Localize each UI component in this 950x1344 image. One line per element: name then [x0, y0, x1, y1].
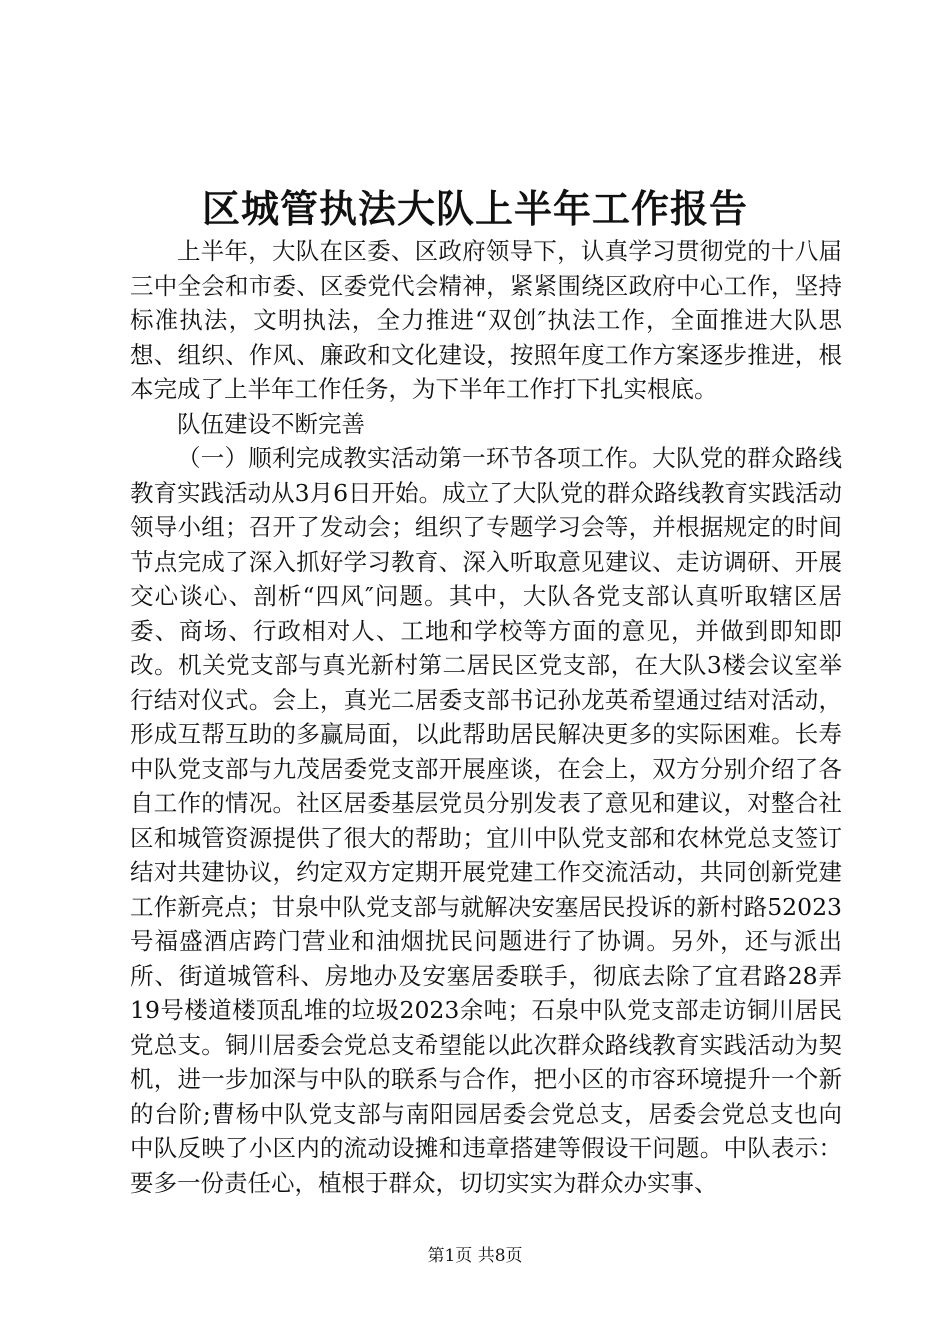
section-heading: 队伍建设不断完善 [177, 409, 365, 438]
body-paragraph: （一）顺利完成教实活动第一环节各项工作。大队党的群众路线教育实践活动从3月6日开始。成立了大队党的群众路线教育实践活动领导小组；召开了发动会；组织了专题学习会等，并根据规定的时间节点完成了深入抓好学习教育、深入听取意见建议、走访调研、开展交心谈心、剖析“四风″问题。其中，大队各党支部认真听取辖区居委、商场、行政相对人、工地和学校等方面的意见，并做到即知即改。机关党支部与真光新村第二居民区党支部，在大队3楼会议室举行结对仪式。会上，真光二居委支部书记孙龙英希望通过结对活动，形成互帮互助的多赢局面，以此帮助居民解决更多的实际困难。长寿中队党支部与九茂居委党支部开展座谈，在会上，双方分别介绍了各自工作的情况。社区居委基层党员分别发表了意见和建议，对整合社区和城管资源提供了很大的帮助；宜川中队党支部和农林党总支签订结对共建协议，约定双方定期开展党建工作交流活动，共同创新党建工作新亮点；甘泉中队党支部与就解决安塞居民投诉的新村路52023号福盛酒店跨门营业和油烟扰民问题进行了协调。另外，还与派出所、街道城管科、房地办及安塞居委联手，彻底去除了宜君路28弄19号楼道楼顶乱堆的垃圾2023余吨；石泉中队党支部走访铜川居民党总支。铜川居委会党总支希望能以此次群众路线教育实践活动为契机，进一步加深与中队的联系与合作，把小区的市容环境提升一个新的台阶;曹杨中队党支部与南阳园居委会党总支，居委会党总支也向中队反映了小区内的流动设摊和违章搭建等假设干问题。中队表示：要多一份责任心，植根于群众，切切实实为群众办实事、 [130, 444, 842, 1197]
page-footer: 第1页 共8页 [427, 1246, 523, 1266]
intro-paragraph: 上半年，大队在区委、区政府领导下，认真学习贯彻党的十八届三中全会和市委、区委党代会精神，紧紧围绕区政府中心工作，坚持标准执法，文明执法，全力推进“双创″执法工作，全面推进大队思想、组织、作风、廉政和文化建设，按照年度工作方案逐步推进，根本完成了上半年工作任务，为下半年工作打下扎实根底。 [130, 237, 842, 403]
document-title: 区城管执法大队上半年工作报告 [201, 186, 748, 231]
document-body [130, 234, 842, 1200]
